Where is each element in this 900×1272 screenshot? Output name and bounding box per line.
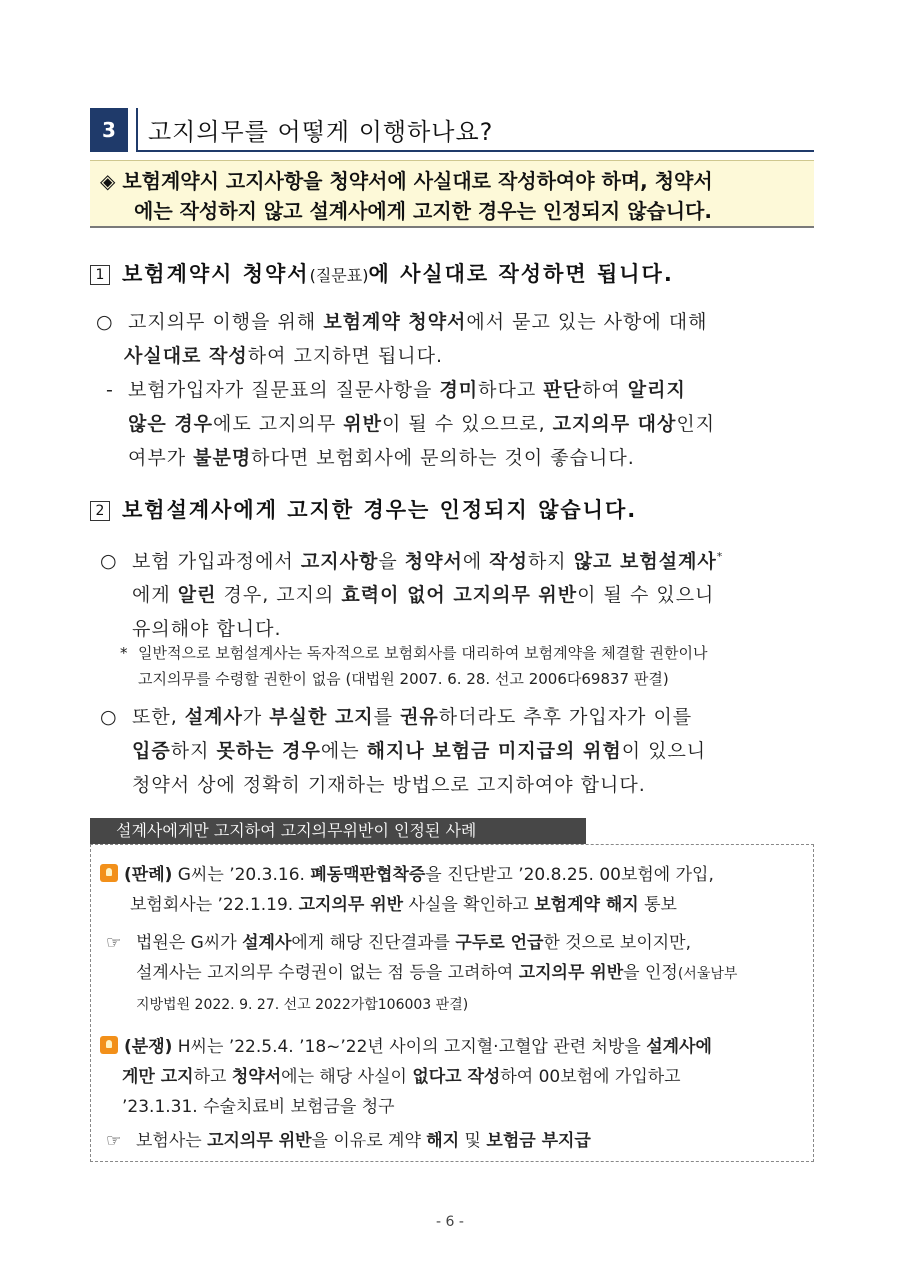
- text: 을 인정: [623, 963, 678, 983]
- text: 보험가입자가 질문표의 질문사항을: [128, 379, 440, 401]
- bold-text: 게만 고지: [122, 1067, 194, 1087]
- bold-text: 고지의무 위반: [298, 895, 404, 915]
- bold-text: 않고 보험설계사: [573, 550, 717, 573]
- page-number: - 6 -: [436, 1214, 464, 1230]
- item-1-text-c: 에 사실대로 작성하면 됩니다.: [368, 262, 674, 286]
- bold-text: 고지의무 대상: [552, 413, 677, 435]
- text: 을: [378, 550, 405, 573]
- text: 하여: [581, 379, 628, 401]
- text: 하지: [170, 740, 217, 762]
- bold-text: 작성: [489, 550, 528, 573]
- text: (서울남부: [677, 966, 738, 982]
- bullet-mark: ○: [96, 311, 114, 333]
- text: 이 있으니: [621, 740, 707, 762]
- bold-text: 설계사: [242, 933, 292, 953]
- bold-text: 고지사항: [300, 550, 379, 573]
- footnote-line-1: 일반적으로 보험설계사는 독자적으로 보험회사를 대리하여 보험계약을 체결할 권한이나: [138, 644, 708, 662]
- text: 하여 고지하면 됩니다.: [247, 345, 444, 367]
- bold-text: 못하는 경우: [216, 740, 321, 762]
- lightbulb-icon: [100, 1036, 118, 1054]
- text: G씨는 ’20.3.16.: [172, 865, 311, 885]
- summary-text: [100, 166, 810, 226]
- text: 법원은 G씨가: [136, 933, 243, 953]
- text: 에게: [132, 584, 178, 607]
- bold-text: 없다고 작성: [412, 1067, 501, 1087]
- bold-text: 보험계약 해지: [534, 895, 639, 915]
- lightbulb-icon: [100, 864, 118, 882]
- text: 및: [459, 1131, 487, 1151]
- bold-text: 경미: [439, 379, 479, 401]
- bold-text: 폐동맥판협착증: [310, 865, 426, 885]
- text: 지방법원 2022. 9. 27. 선고 2022가합106003 판결): [136, 997, 469, 1013]
- text: 또한,: [132, 706, 185, 728]
- text: 를: [373, 706, 401, 728]
- bold-text: 해지나 보험금 미지급의 위험: [366, 740, 622, 762]
- text: 에는 해당 사실이: [281, 1067, 413, 1087]
- case-box-title: 설계사에게만 고지하여 고지의무위반이 인정된 사례: [90, 818, 586, 844]
- text: 을 진단받고 ’20.8.25. 00보험에 가입,: [425, 865, 714, 885]
- text: 이 될 수 있으므로,: [381, 413, 553, 435]
- summary-line-2: 에는 작성하지 않고 설계사에게 고지한 경우는 인정되지 않습니다.: [134, 199, 712, 223]
- item-1-text-a: 보험계약시 청약서: [122, 262, 310, 286]
- section-title: 고지의무를 어떻게 이행하나요?: [148, 118, 494, 146]
- pointing-hand-icon: ☞: [106, 1131, 122, 1151]
- text: 여부가: [128, 447, 194, 469]
- case-1-ruling: [106, 928, 812, 1020]
- text: 한 것으로 보이지만,: [543, 933, 692, 953]
- dash-mark: -: [106, 379, 114, 401]
- case-2-result: [106, 1126, 812, 1156]
- text: 하지: [527, 550, 574, 573]
- bold-text: 설계사: [184, 706, 243, 728]
- text: 하다면 보험회사에 문의하는 것이 좋습니다.: [251, 447, 635, 469]
- text: 보험 가입과정에서: [132, 550, 301, 573]
- bold-text: 구두로 언급: [455, 933, 544, 953]
- bold-text: 알린: [177, 584, 217, 607]
- footnote-ref: *: [716, 550, 724, 563]
- text: 에게 해당 진단결과를: [291, 933, 456, 953]
- section-number: 3: [90, 108, 128, 152]
- text: 가: [242, 706, 270, 728]
- text: ’23.1.31. 수술치료비 보험금을 청구: [122, 1097, 395, 1117]
- case-label: (판례): [124, 865, 173, 885]
- item-2-number: 2: [90, 501, 110, 521]
- bold-text: 불분명: [193, 447, 252, 469]
- text: 고지의무 이행을 위해: [128, 311, 324, 333]
- text: 하다고: [478, 379, 544, 401]
- text: 이 될 수 있으니: [577, 584, 715, 607]
- item-1-number: 1: [90, 265, 110, 285]
- bullet-mark: ○: [100, 550, 118, 573]
- text: 인지: [676, 413, 716, 435]
- text: 에는: [320, 740, 367, 762]
- bold-text: 고지의무 위반: [207, 1131, 312, 1151]
- item-1-text-b: (질문표): [309, 266, 369, 285]
- bold-text: 권유: [400, 706, 439, 728]
- footnote-line-2: 고지의무를 수령할 권한이 없음 (대법원 2007. 6. 28. 선고 2006다69837 판결): [138, 670, 669, 688]
- text: 하고: [193, 1067, 232, 1087]
- item-2-bullet-1: [100, 540, 818, 646]
- text: 에도 고지의무: [213, 413, 344, 435]
- section-underline: [138, 150, 814, 152]
- bold-text: 해지: [426, 1131, 460, 1151]
- bullet-mark: ○: [100, 706, 118, 728]
- bold-text: 위반: [343, 413, 382, 435]
- item-2-bullet-2: [100, 700, 818, 802]
- pointing-hand-icon: ☞: [106, 933, 122, 953]
- text: 통보: [638, 895, 677, 915]
- bold-text: 청약서: [404, 550, 463, 573]
- item-2-text: 보험설계사에게 고지한 경우는 인정되지 않습니다.: [122, 498, 638, 522]
- bold-text: 않은 경우: [128, 413, 214, 435]
- bold-text: 고지의무 위반: [518, 963, 624, 983]
- text: H씨는 ’22.5.4. ’18~’22년 사이의 고지혈·고혈압 관련 처방을: [172, 1037, 647, 1057]
- bold-text: 사실대로 작성: [124, 345, 248, 367]
- section-divider: [136, 108, 138, 152]
- bold-text: 알리지: [627, 379, 686, 401]
- bold-text: 보험금 부지급: [486, 1131, 591, 1151]
- bold-text: 청약서: [231, 1067, 282, 1087]
- text: 하더라도 추후 가입자가 이를: [438, 706, 693, 728]
- item-1-dash: [106, 373, 818, 475]
- bold-text: 판단: [543, 379, 582, 401]
- bold-text: 효력이 없어 고지의무 위반: [341, 584, 578, 607]
- item-1-bullet: [96, 305, 816, 373]
- text: 보험회사는 ’22.1.19.: [130, 895, 299, 915]
- footnote: [120, 640, 820, 692]
- bold-text: 보험계약 청약서: [323, 311, 467, 333]
- case-label: (분쟁): [124, 1037, 173, 1057]
- footnote-mark: *: [120, 644, 128, 662]
- text: 유의해야 합니다.: [132, 618, 282, 641]
- text: 보험사는: [136, 1131, 208, 1151]
- text: 사실을 확인하고: [403, 895, 535, 915]
- bold-text: 설계사에: [646, 1037, 712, 1057]
- text: 에: [462, 550, 490, 573]
- bold-text: 부실한 고지: [269, 706, 374, 728]
- item-2-heading: [90, 494, 637, 524]
- text: 경우, 고지의: [216, 584, 342, 607]
- case-2: [100, 1032, 810, 1122]
- case-1: [100, 860, 810, 920]
- text: 하여 00보험에 가입하고: [500, 1067, 681, 1087]
- text: 설계사는 고지의무 수령권이 없는 점 등을 고려하여: [136, 963, 519, 983]
- text: 을 이유로 계약: [311, 1131, 427, 1151]
- item-1-heading: [90, 258, 674, 288]
- text: 청약서 상에 정확히 기재하는 방법으로 고지하여야 합니다.: [132, 774, 646, 796]
- summary-line-1: ◈ 보험계약시 고지사항을 청약서에 사실대로 작성하여야 하며, 청약서: [100, 169, 713, 193]
- text: 에서 묻고 있는 사항에 대해: [466, 311, 708, 333]
- bold-text: 입증: [132, 740, 171, 762]
